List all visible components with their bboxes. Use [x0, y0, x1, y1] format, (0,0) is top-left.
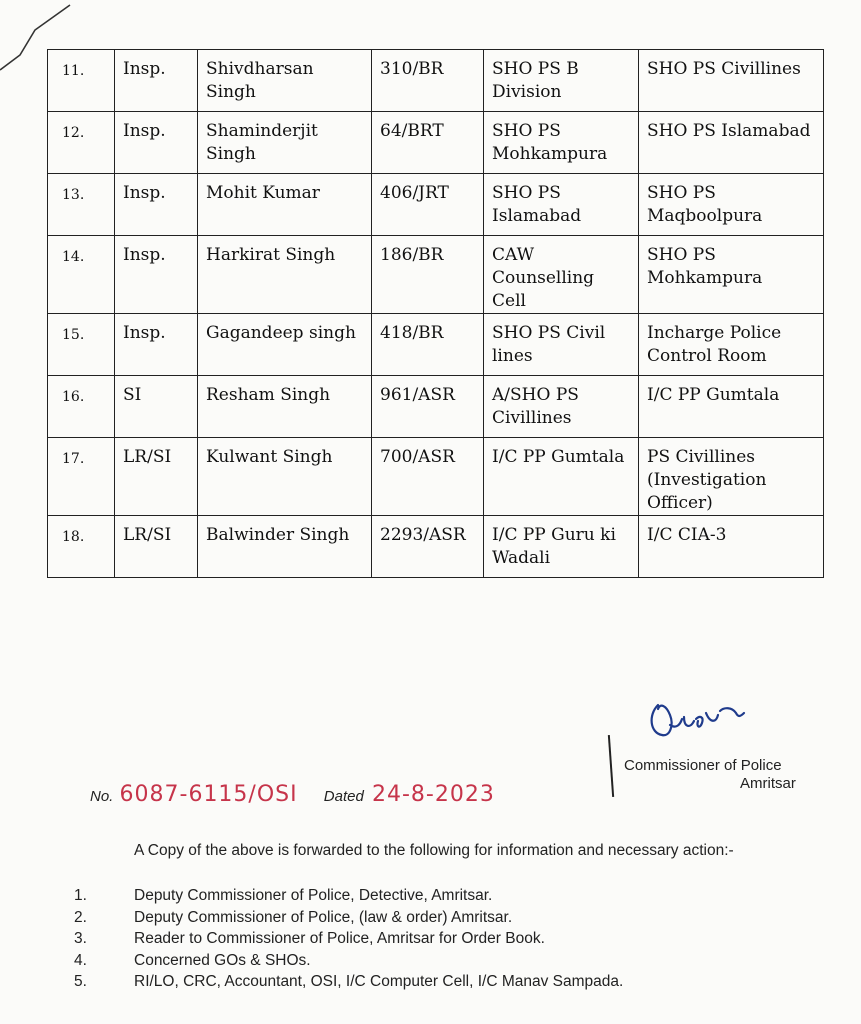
serial-cell: 16.	[48, 376, 115, 438]
serial-cell: 17.	[48, 438, 115, 516]
transfer-table	[47, 49, 824, 578]
list-item-text: Deputy Commissioner of Police, Detective, Amritsar.	[134, 887, 493, 904]
belt-no-cell: 186/BR	[372, 236, 484, 314]
rank-cell: Insp.	[115, 314, 198, 376]
from-posting-cell: SHO PS Civil lines	[484, 314, 639, 376]
name-cell: Shaminderjit Singh	[198, 112, 372, 174]
list-item-number: 3.	[74, 930, 87, 947]
serial-cell: 12.	[48, 112, 115, 174]
signatory-designation: Commissioner of Police	[624, 757, 782, 774]
belt-no-cell: 961/ASR	[372, 376, 484, 438]
handwritten-signature	[640, 695, 760, 745]
table-row	[48, 314, 824, 376]
name-cell: Resham Singh	[198, 376, 372, 438]
from-posting-cell: I/C PP Gumtala	[484, 438, 639, 516]
table-row	[48, 174, 824, 236]
table-row	[48, 112, 824, 174]
from-posting-cell: SHO PS B Division	[484, 50, 639, 112]
copy-intro-text: A Copy of the above is forwarded to the following for information and necessary action:-	[134, 842, 734, 859]
ref-no-value: 6087-6115/OSI	[119, 782, 298, 807]
dated-value: 24-8-2023	[372, 782, 495, 807]
from-posting-cell: CAW Counselling Cell	[484, 236, 639, 314]
list-item-text: Reader to Commissioner of Police, Amritsar for Order Book.	[134, 930, 545, 947]
belt-no-cell: 310/BR	[372, 50, 484, 112]
list-item-number: 2.	[74, 908, 87, 926]
name-cell: Gagandeep singh	[198, 314, 372, 376]
serial-cell: 11.	[48, 50, 115, 112]
to-posting-cell: I/C PP Gumtala	[639, 376, 824, 438]
rank-cell: Insp.	[115, 174, 198, 236]
from-posting-cell: I/C PP Guru ki Wadali	[484, 516, 639, 578]
rank-cell: Insp.	[115, 112, 198, 174]
serial-cell: 13.	[48, 174, 115, 236]
serial-cell: 15.	[48, 314, 115, 376]
to-posting-cell: SHO PS Civillines	[639, 50, 824, 112]
table-row	[48, 50, 824, 112]
table-row	[48, 438, 824, 516]
rank-cell: LR/SI	[115, 516, 198, 578]
to-posting-cell: I/C CIA-3	[639, 516, 824, 578]
serial-cell: 18.	[48, 516, 115, 578]
list-item-text: Concerned GOs & SHOs.	[134, 951, 311, 969]
table-row	[48, 516, 824, 578]
reference-line	[90, 782, 495, 807]
to-posting-cell: SHO PS Islamabad	[639, 112, 824, 174]
signature-block	[610, 695, 830, 795]
name-cell: Mohit Kumar	[198, 174, 372, 236]
name-cell: Harkirat Singh	[198, 236, 372, 314]
to-posting-cell: PS Civillines (Investigation Officer)	[639, 438, 824, 516]
rank-cell: LR/SI	[115, 438, 198, 516]
signatory-place: Amritsar	[740, 775, 796, 792]
belt-no-cell: 64/BRT	[372, 112, 484, 174]
name-cell: Balwinder Singh	[198, 516, 372, 578]
ref-no-label: No.	[90, 788, 114, 805]
table-row	[48, 236, 824, 314]
belt-no-cell: 406/JRT	[372, 174, 484, 236]
belt-no-cell: 2293/ASR	[372, 516, 484, 578]
to-posting-cell: Incharge Police Control Room	[639, 314, 824, 376]
rank-cell: Insp.	[115, 236, 198, 314]
to-posting-cell: SHO PS Mohkampura	[639, 236, 824, 314]
belt-no-cell: 418/BR	[372, 314, 484, 376]
serial-cell: 14.	[48, 236, 115, 314]
signature-stroke	[608, 735, 614, 797]
list-item-number: 1.	[74, 887, 87, 904]
table-row	[48, 376, 824, 438]
from-posting-cell: SHO PS Islamabad	[484, 174, 639, 236]
rank-cell: Insp.	[115, 50, 198, 112]
list-item-number: 4.	[74, 951, 87, 969]
rank-cell: SI	[115, 376, 198, 438]
from-posting-cell: SHO PS Mohkampura	[484, 112, 639, 174]
from-posting-cell: A/SHO PS Civillines	[484, 376, 639, 438]
belt-no-cell: 700/ASR	[372, 438, 484, 516]
name-cell: Shivdharsan Singh	[198, 50, 372, 112]
list-item-number: 5.	[74, 973, 87, 990]
list-item-text: Deputy Commissioner of Police, (law & order) Amritsar.	[134, 908, 513, 926]
name-cell: Kulwant Singh	[198, 438, 372, 516]
list-item-text: RI/LO, CRC, Accountant, OSI, I/C Computer Cell, I/C Manav Sampada.	[134, 973, 624, 990]
to-posting-cell: SHO PS Maqboolpura	[639, 174, 824, 236]
dated-label: Dated	[323, 788, 364, 805]
